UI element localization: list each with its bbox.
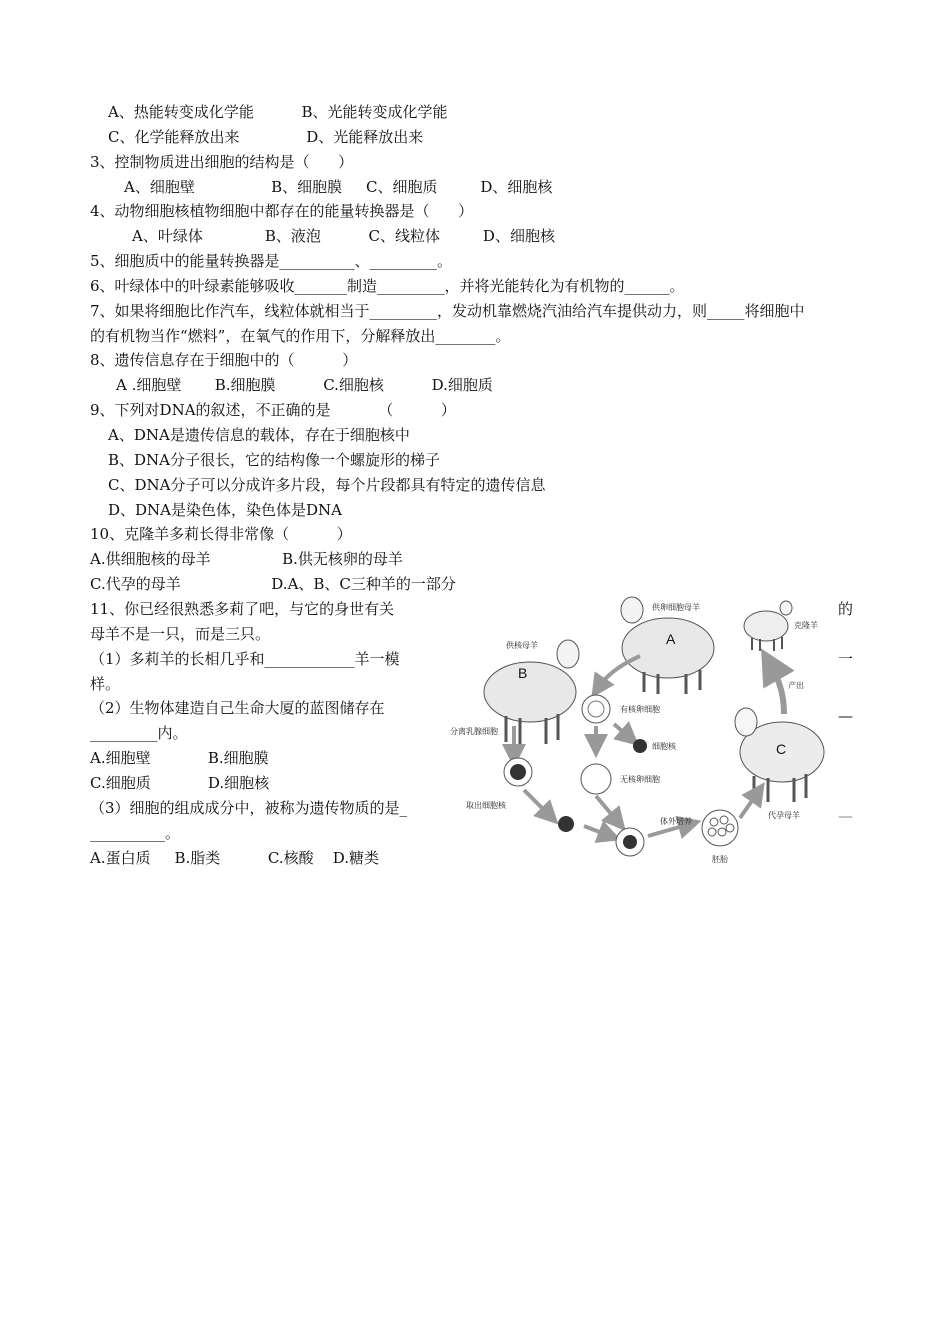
donor-nucleus-icon xyxy=(558,816,574,832)
sheep-b-icon xyxy=(484,640,579,744)
q2-options-ab: A、热能转变成化学能 B、光能转变成化学能 xyxy=(108,103,448,121)
label-nucleated-egg: 有核卵细胞 xyxy=(620,705,660,714)
label-take-nucleus: 取出细胞核 xyxy=(466,801,506,810)
label-nucleus-donor: 供核母羊 xyxy=(506,641,538,650)
q3-options: A、细胞壁 B、细胞膜 C、细胞质 D、细胞核 xyxy=(124,178,553,196)
q10-options-cd: C.代孕的母羊 D.A、B、C三种羊的一部分 xyxy=(90,575,456,593)
question-5: 5、细胞质中的能量转换器是__________、_________。 xyxy=(90,252,453,270)
remove-nucleus-arrow xyxy=(614,724,630,738)
q2-options-cd: C、化学能释放出来 D、光能释放出来 xyxy=(108,128,424,146)
question-6: 6、叶绿体中的叶绿素能够吸收_______制造_________，并将光能转化为有机物的______。 xyxy=(90,277,685,295)
q9-option-b: B、DNA分子很长，它的结构像一个螺旋形的梯子 xyxy=(108,451,441,469)
q9-option-a: A、DNA是遗传信息的载体，存在于细胞核中 xyxy=(108,426,410,444)
q11-part2-line2: _________内。 xyxy=(90,724,188,742)
question-3: 3、控制物质进出细胞的结构是（ ） xyxy=(90,153,354,171)
implant-arrow xyxy=(740,792,758,818)
q4-options: A、叶绿体 B、液泡 C、线粒体 D、细胞核 xyxy=(132,227,555,245)
label-nucleus: 细胞核 xyxy=(652,742,676,751)
q8-options: A .细胞壁 B.细胞膜 C.细胞核 D.细胞质 xyxy=(116,376,493,394)
nucleus-icon xyxy=(633,739,647,753)
sheep-b-letter: B xyxy=(518,665,528,681)
margin-char-3: — xyxy=(838,707,853,725)
question-11-line2: 母羊不是一只，而是三只。 xyxy=(90,625,271,643)
sheep-c-letter: C xyxy=(776,741,787,757)
question-10: 10、克隆羊多莉长得非常像（ ） xyxy=(90,525,352,543)
fusion-arrow xyxy=(584,826,610,836)
label-enucleated-egg: 无核卵细胞 xyxy=(620,775,660,784)
label-birth: 产出 xyxy=(788,681,804,690)
q9-option-d: D、DNA是染色体，染色体是DNA xyxy=(108,501,342,519)
q10-options-ab: A.供细胞核的母羊 B.供无核卵的母羊 xyxy=(90,550,403,568)
label-surrogate: 代孕母羊 xyxy=(768,811,800,820)
margin-char-2: 一 xyxy=(838,650,854,668)
q11-part2-line1: （2）生物体建造自己生命大厦的蓝图储存在 xyxy=(90,699,385,717)
label-egg-donor: 供卵细胞母羊 xyxy=(652,603,700,612)
q11-part3-line2: __________。 xyxy=(90,824,181,842)
label-culture: 体外培养 xyxy=(660,817,692,826)
question-9: 9、下列对DNA的叙述，不正确的是 （ ） xyxy=(90,401,456,419)
q11-part3-options: A.蛋白质 B.脂类 C.核酸 D.糖类 xyxy=(90,849,379,867)
egg-fusion-arrow xyxy=(596,796,618,822)
question-11-line1: 11、你已经很熟悉多莉了吧，与它的身世有关 xyxy=(90,600,395,618)
q11-part1-line2: 样。 xyxy=(90,675,121,693)
margin-char-4: — xyxy=(838,807,853,825)
q11-part2-options-cd: C.细胞质 D.细胞核 xyxy=(90,774,270,792)
q11-part1-line1: （1）多莉羊的长相几乎和____________羊一模 xyxy=(90,650,400,668)
question-8: 8、遗传信息存在于细胞中的（ ） xyxy=(90,351,358,369)
q11-part3-line1: （3）细胞的组成成分中，被称为遗传物质的是_ xyxy=(90,799,408,817)
clone-sheep-icon xyxy=(744,601,792,651)
question-7-line2: 的有机物当作“燃料”，在氧气的作用下，分解释放出________。 xyxy=(90,327,511,345)
label-embryo: 胚胎 xyxy=(712,855,728,864)
enucleated-egg-icon xyxy=(581,764,611,794)
take-nucleus-arrow xyxy=(524,790,550,816)
question-7-line1: 7、如果将细胞比作汽车，线粒体就相当于_________，发动机靠燃烧汽油给汽车提供动力，则_____将细胞中 xyxy=(90,302,805,320)
label-separate-cells: 分离乳腺细胞 xyxy=(450,727,498,736)
margin-char-1: 的 xyxy=(838,600,854,618)
q9-option-c: C、DNA分子可以分成许多片段，每个片段都具有特定的遗传信息 xyxy=(108,476,546,494)
cloning-diagram xyxy=(448,596,860,876)
birth-arrow xyxy=(770,664,784,714)
egg-arrow xyxy=(598,656,640,688)
question-4: 4、动物细胞核植物细胞中都存在的能量转换器是（ ） xyxy=(90,202,474,220)
sheep-a-letter: A xyxy=(666,631,676,647)
label-clone: 克隆羊 xyxy=(794,621,818,630)
q11-part2-options-ab: A.细胞壁 B.细胞膜 xyxy=(90,749,269,767)
